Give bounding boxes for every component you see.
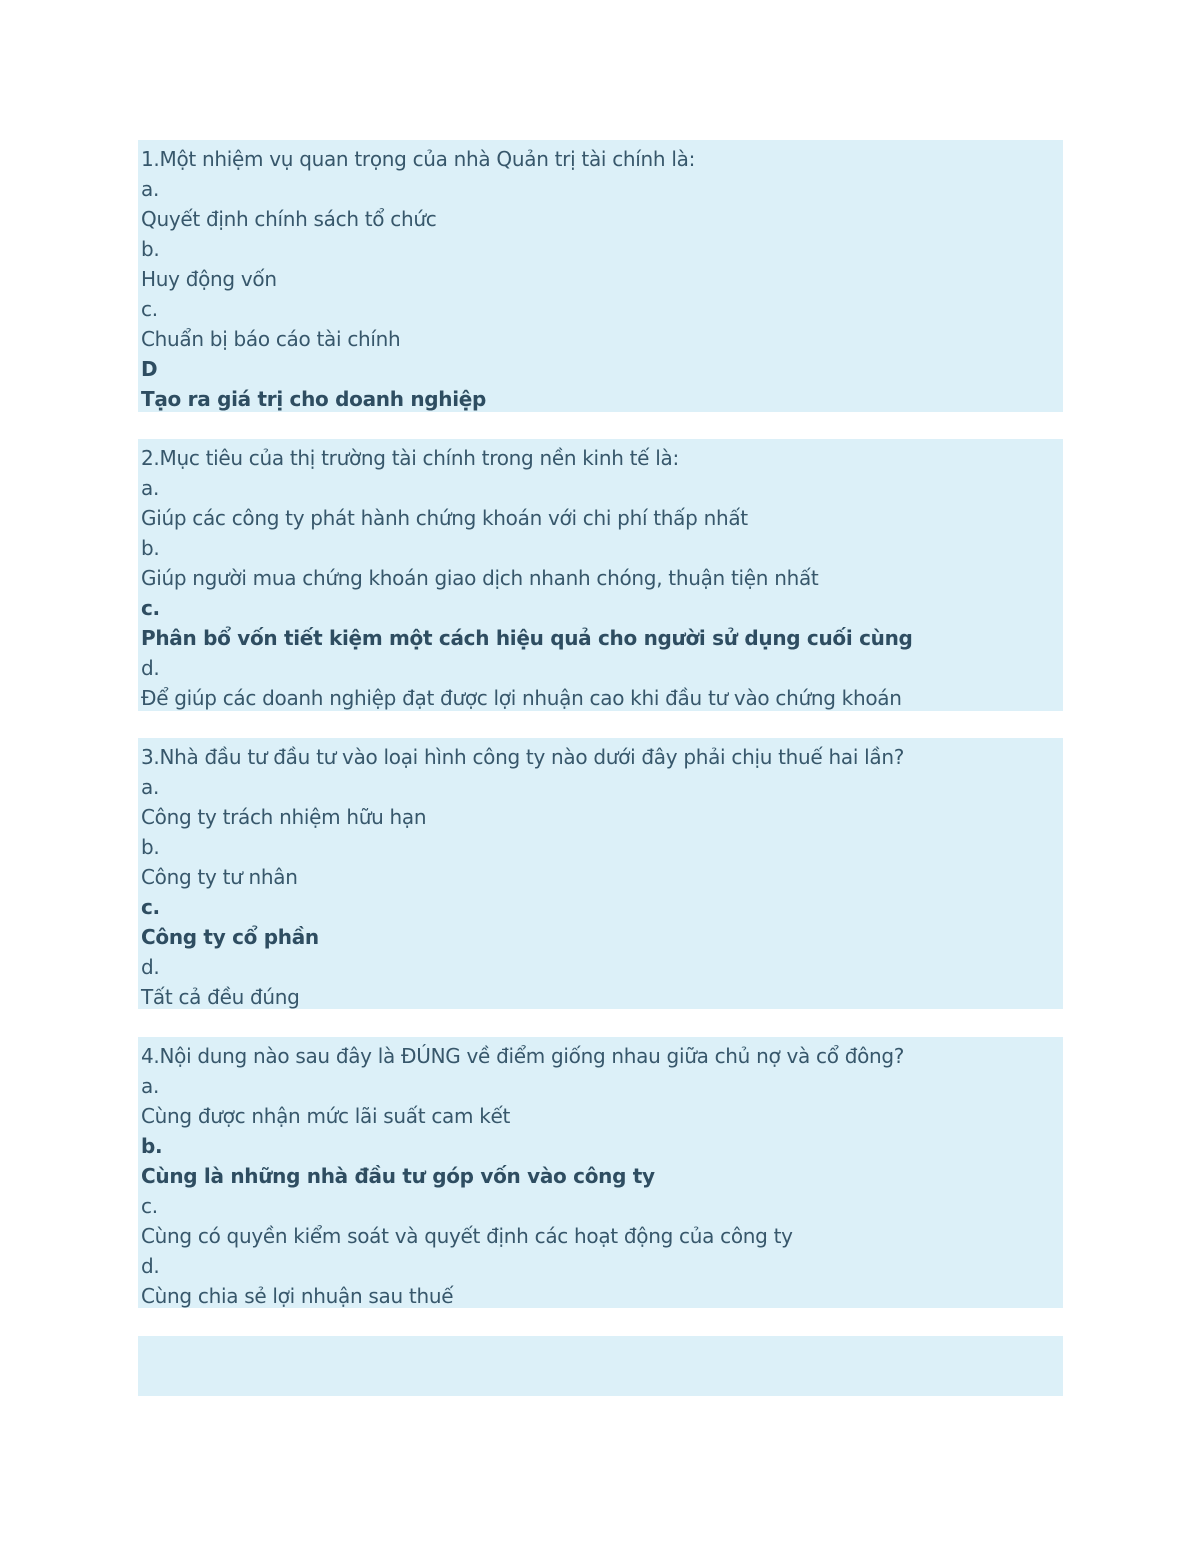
option-letter-a: a.: [141, 177, 160, 201]
option-letter-b: b.: [141, 536, 160, 560]
option-letter-c-answer: c.: [141, 596, 160, 620]
option-letter-d: d.: [141, 955, 160, 979]
question-text: 2.Mục tiêu của thị trường tài chính trong nền kinh tế là:: [141, 446, 679, 470]
option-letter-a: a.: [141, 1074, 160, 1098]
option-text-d: Cùng chia sẻ lợi nhuận sau thuế: [141, 1284, 454, 1308]
option-letter-b-answer: b.: [141, 1134, 163, 1158]
option-text-d: Để giúp các doanh nghiệp đạt được lợi nhuận cao khi đầu tư vào chứng khoán: [141, 686, 902, 710]
question-block-1: [138, 140, 1063, 412]
option-letter-c: c.: [141, 1194, 158, 1218]
option-text-c: Chuẩn bị báo cáo tài chính: [141, 327, 401, 351]
option-text-c-answer: Công ty cổ phần: [141, 925, 319, 949]
option-text-b: Huy động vốn: [141, 267, 277, 291]
option-text-a: Công ty trách nhiệm hữu hạn: [141, 805, 427, 829]
option-letter-b: b.: [141, 835, 160, 859]
option-letter-c: c.: [141, 297, 158, 321]
option-letter-a: a.: [141, 476, 160, 500]
option-text-b-answer: Cùng là những nhà đầu tư góp vốn vào công ty: [141, 1164, 655, 1188]
question-text: 1.Một nhiệm vụ quan trọng của nhà Quản trị tài chính là:: [141, 147, 696, 171]
option-text-d: Tất cả đều đúng: [141, 985, 300, 1009]
question-block-2: [138, 439, 1063, 711]
option-text-c-answer: Phân bổ vốn tiết kiệm một cách hiệu quả cho người sử dụng cuối cùng: [141, 626, 913, 650]
option-text-d-answer: Tạo ra giá trị cho doanh nghiệp: [141, 387, 487, 411]
question-block-4: [138, 1037, 1063, 1308]
option-letter-b: b.: [141, 237, 160, 261]
question-text: 4.Nội dung nào sau đây là ĐÚNG về điểm giống nhau giữa chủ nợ và cổ đông?: [141, 1044, 905, 1068]
option-text-a: Giúp các công ty phát hành chứng khoán với chi phí thấp nhất: [141, 506, 748, 530]
question-text: 3.Nhà đầu tư đầu tư vào loại hình công ty nào dưới đây phải chịu thuế hai lần?: [141, 745, 905, 769]
option-text-a: Quyết định chính sách tổ chức: [141, 207, 437, 231]
option-letter-d-answer: D: [141, 357, 158, 381]
option-text-a: Cùng được nhận mức lãi suất cam kết: [141, 1104, 511, 1128]
option-letter-d: d.: [141, 1254, 160, 1278]
option-text-c: Cùng có quyền kiểm soát và quyết định các hoạt động của công ty: [141, 1224, 793, 1248]
empty-block: [138, 1336, 1063, 1396]
option-text-b: Công ty tư nhân: [141, 865, 298, 889]
option-letter-c-answer: c.: [141, 895, 160, 919]
question-block-3: [138, 738, 1063, 1009]
option-text-b: Giúp người mua chứng khoán giao dịch nhanh chóng, thuận tiện nhất: [141, 566, 819, 590]
option-letter-a: a.: [141, 775, 160, 799]
option-letter-d: d.: [141, 656, 160, 680]
